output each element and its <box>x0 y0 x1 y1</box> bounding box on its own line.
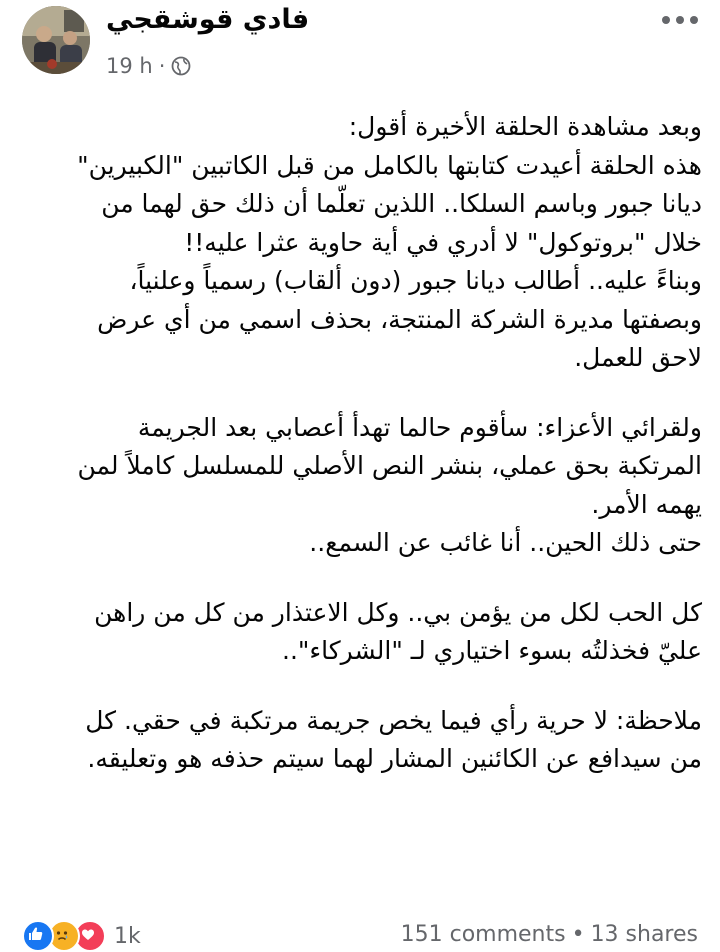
post-line: عليّ فخذلتُه بسوء اختياري لـ "الشركاء".. <box>282 636 702 665</box>
post-line: وبناءً عليه.. أطالب ديانا جبور (دون ألقاب) رسمياً وعلنياً، <box>129 266 702 295</box>
post-paragraph <box>20 594 702 671</box>
post-line: خلال "بروتوكول" لا أدري في أية حاوية عثرا عليه!! <box>184 227 702 257</box>
post-line: يهمه الأمر. <box>591 489 702 519</box>
post-meta <box>106 54 191 78</box>
author-name[interactable]: فادي قوشقجي <box>106 4 310 35</box>
post-line: وبعد مشاهدة الحلقة الأخيرة أقول: <box>348 112 702 141</box>
more-dot-icon <box>690 16 698 24</box>
like-icon <box>22 920 54 952</box>
post-line: كل الحب لكل من يؤمن بي.. وكل الاعتذار من كل من راهن <box>94 597 702 627</box>
reactions-count[interactable]: 1k <box>114 923 141 949</box>
more-options-button[interactable] <box>662 12 698 28</box>
globe-icon[interactable] <box>171 56 191 76</box>
comments-count[interactable]: 151 comments <box>400 922 566 947</box>
post-line: ملاحظة: لا حرية رأي فيما يخص جريمة مرتكبة في حقي. كل <box>85 705 702 735</box>
avatar-photo <box>22 6 90 74</box>
author-avatar[interactable] <box>22 6 90 74</box>
more-dot-icon <box>662 16 670 24</box>
post-header <box>0 0 720 96</box>
engagement-stats <box>401 922 698 947</box>
more-dot-icon <box>676 16 684 24</box>
shares-count[interactable]: 13 shares <box>590 922 698 947</box>
post-line: ديانا جبور وباسم السلكا.. اللذين تعلّما أن ذلك حق لهما من <box>101 189 702 218</box>
post-paragraph <box>20 702 702 779</box>
post-paragraph <box>20 409 702 563</box>
post-line: ولقرائي الأعزاء: سأقوم حالما تهدأ أعصابي بعد الجريمة <box>137 412 702 442</box>
post-time[interactable]: 19 h <box>106 54 153 78</box>
post-line: لاحق للعمل. <box>574 343 702 372</box>
post-line: هذه الحلقة أعيدت كتابتها بالكامل من قبل الكاتبين "الكبيرين" <box>77 150 702 180</box>
post-footer <box>0 918 720 948</box>
stats-separator: • <box>571 922 585 947</box>
post-line: وبصفتها مديرة الشركة المنتجة، بحذف اسمي من أي عرض <box>97 304 702 334</box>
reactions-summary[interactable] <box>22 920 141 952</box>
post-text <box>20 108 702 779</box>
post-line: حتى ذلك الحين.. أنا غائب عن السمع.. <box>309 528 702 557</box>
meta-separator: · <box>158 54 166 78</box>
post-line: من سيدافع عن الكائنين المشار لهما سيتم حذفه هو وتعليقه. <box>87 744 702 773</box>
post-paragraph <box>20 108 702 378</box>
post-line: المرتكبة بحق عملي، بنشر النص الأصلي للمسلسل كاملاً لمن <box>77 451 702 480</box>
